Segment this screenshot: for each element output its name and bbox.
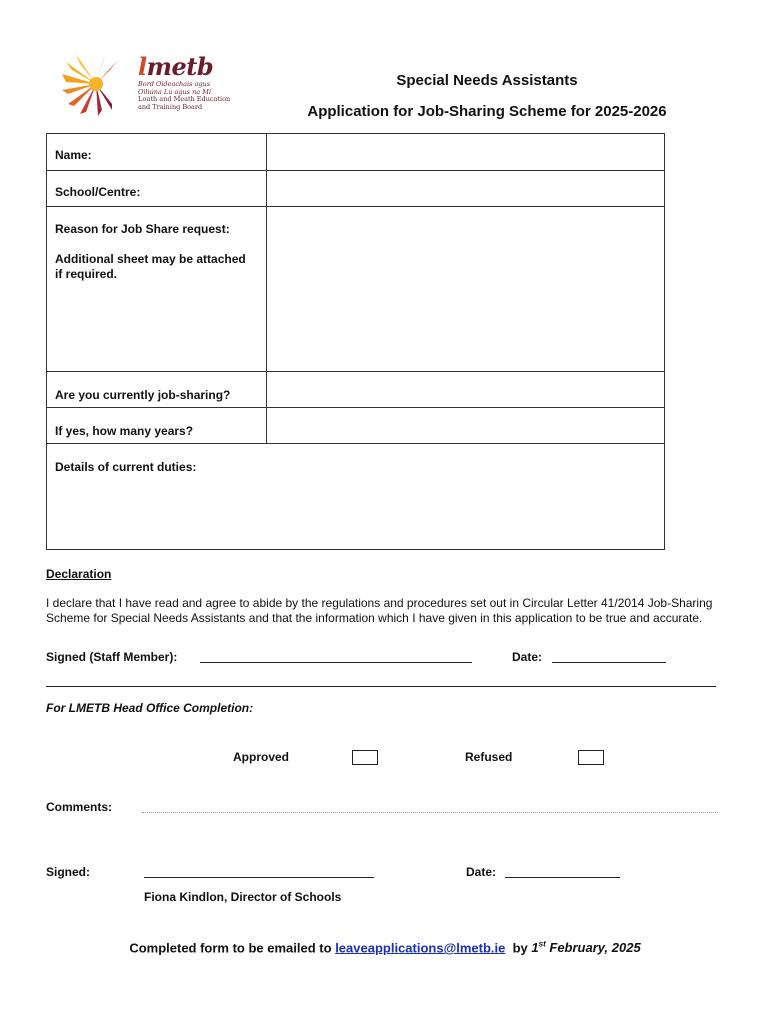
school-label: School/Centre: [55, 185, 141, 199]
name-field[interactable] [267, 134, 664, 170]
declaration-heading: Declaration [46, 567, 112, 581]
office-signature-line[interactable] [144, 865, 374, 878]
logo-tagline-english: Louth and Meath Education and Training Board [138, 95, 231, 111]
years-field[interactable] [267, 408, 664, 443]
comments-label: Comments: [46, 800, 113, 814]
reason-label: Reason for Job Share request: [55, 222, 230, 236]
job-sharing-label: Are you currently job-sharing? [55, 388, 231, 402]
office-signed-label: Signed: [46, 865, 90, 879]
approved-checkbox[interactable] [352, 750, 378, 765]
reason-note: Additional sheet may be attached if required. [55, 252, 246, 281]
email-link[interactable]: leaveapplications@lmetb.ie [335, 940, 506, 956]
refused-label: Refused [465, 750, 513, 764]
years-label: If yes, how many years? [55, 424, 194, 438]
duties-field[interactable] [47, 477, 664, 549]
application-form-table [46, 133, 665, 550]
school-field[interactable] [267, 171, 664, 206]
reason-field[interactable] [267, 207, 664, 371]
staff-signed-label: Signed (Staff Member): [46, 650, 178, 664]
duties-label: Details of current duties: [55, 460, 197, 474]
staff-signature-line[interactable] [200, 650, 472, 663]
office-heading: For LMETB Head Office Completion: [46, 701, 254, 715]
name-label: Name: [55, 148, 92, 162]
section-separator [46, 686, 716, 687]
comments-line[interactable] [142, 811, 718, 813]
logo-tagline-irish: Bord Oideachais agus Oiliúna Lú agus na Mí [138, 80, 211, 96]
office-date-line[interactable] [505, 865, 620, 878]
refused-checkbox[interactable] [578, 750, 604, 765]
logo-brand: lmetb [138, 52, 214, 81]
page-subtitle: Application for Job-Sharing Scheme for 2025-2026 [307, 103, 667, 120]
job-sharing-field[interactable] [267, 372, 664, 407]
office-date-label: Date: [466, 865, 497, 879]
signatory-name: Fiona Kindlon, Director of Schools [144, 890, 342, 904]
row-divider [47, 443, 664, 444]
declaration-text: I declare that I have read and agree to abide by the regulations and procedures set out in Circular Letter 41/2014 Job-Sharing Scheme for Special Needs Assistants and that the information which I have given in this application to be true and accurate. [46, 596, 713, 625]
staff-date-line[interactable] [552, 650, 666, 663]
approved-label: Approved [233, 750, 290, 764]
page-title: Special Needs Assistants [396, 72, 578, 89]
footer-instruction: Completed form to be emailed to leaveapplications@lmetb.ie by 1st February, 2025 [129, 940, 641, 956]
staff-date-label: Date: [512, 650, 543, 664]
